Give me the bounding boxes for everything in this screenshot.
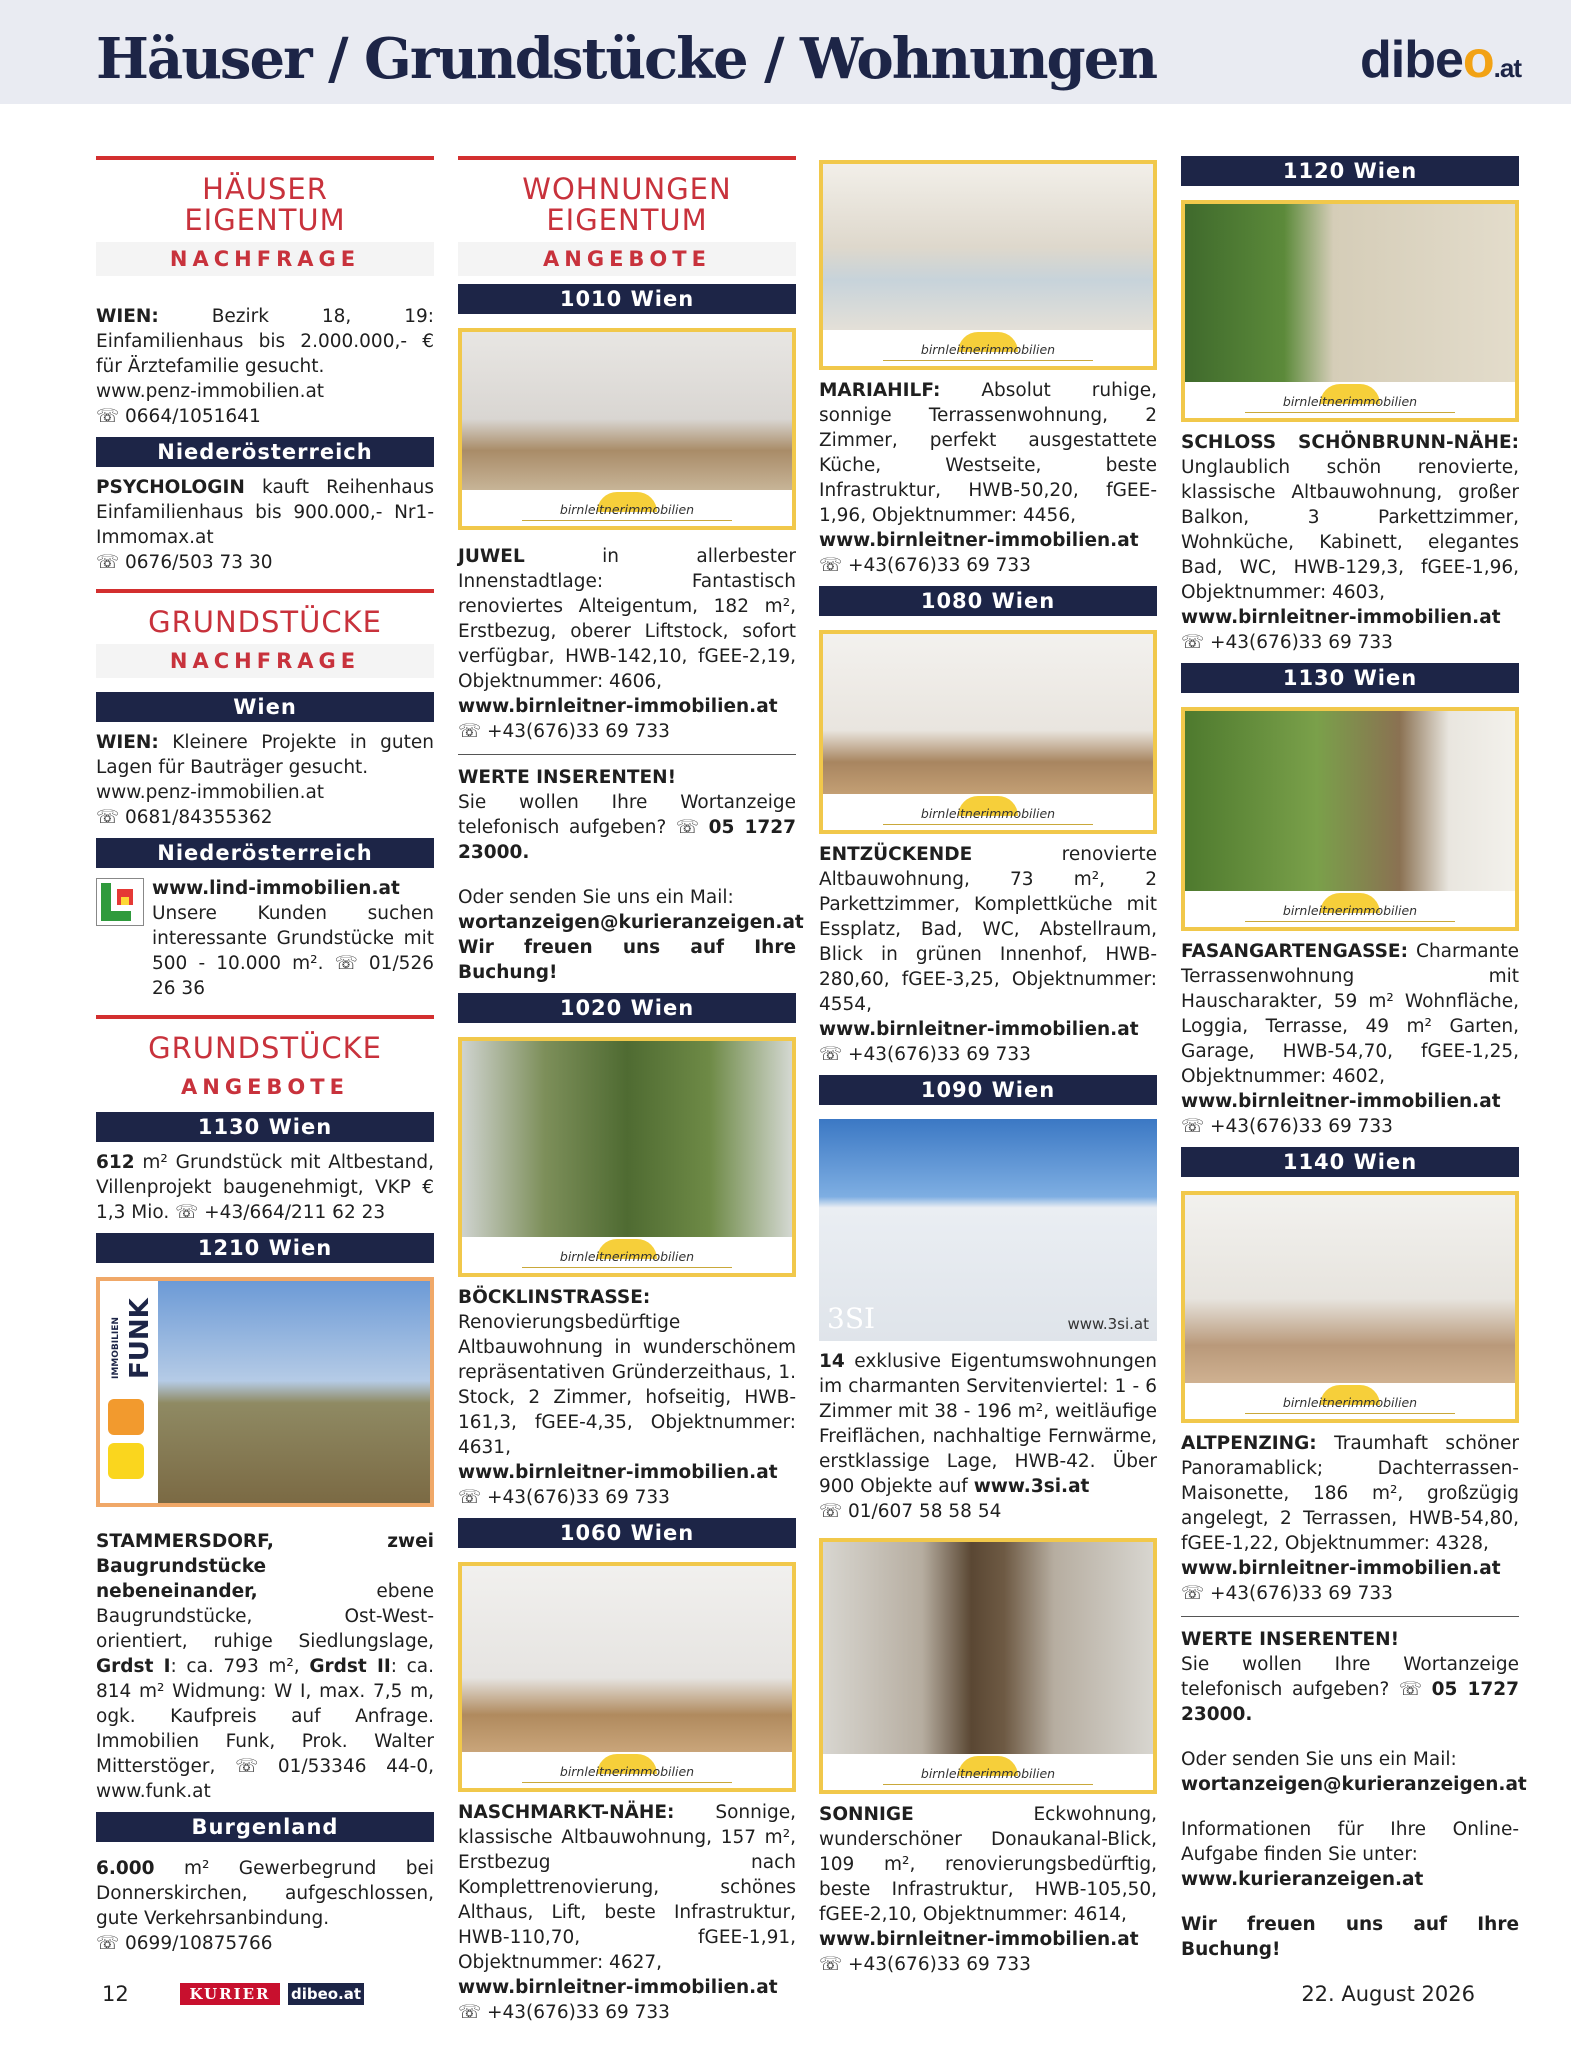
- section-subtitle: NACHFRAGE: [96, 242, 434, 276]
- listing-photo[interactable]: [1181, 1191, 1519, 1423]
- brand-logo: birnleitnerimmobilien: [462, 1752, 792, 1788]
- ad-link[interactable]: www.birnleitner-immobilien.at: [458, 1462, 778, 1483]
- region-bar: 1210 Wien: [96, 1233, 434, 1263]
- section-subtitle: NACHFRAGE: [96, 644, 434, 678]
- funk-ad-image: IMMOBILIEN FUNK: [96, 1277, 434, 1507]
- ad-link[interactable]: www.birnleitner-immobilien.at: [819, 1019, 1139, 1040]
- listing-photo[interactable]: [819, 160, 1157, 370]
- brand-logo: birnleitnerimmobilien: [1185, 1383, 1515, 1419]
- region-bar: 1130 Wien: [1181, 663, 1519, 693]
- ad-naschmarkt: NASCHMARKT-NÄHE: Sonnige, klassische Altbauwohnung, 157 m², Erstbezug nach Komplettrenovierung, schönes Althaus, Lift, beste Infrastruktur, HWB-110,70, fGEE-1,91, Objektnummer: 4627, www.birnleitner-immobilien.at ☏ +43(676)33 69 733: [458, 1802, 796, 2023]
- column-4: [1181, 156, 1527, 1962]
- mail-link[interactable]: wortanzeigen@kurieranzeigen.at: [1181, 1774, 1527, 1795]
- divider: [1181, 1616, 1519, 1617]
- page-number: 12: [102, 1982, 129, 2006]
- brand-logo: birnleitnerimmobilien: [823, 1754, 1153, 1790]
- ad-1130-grundstueck: 612 m² Grundstück mit Altbestand, Villenprojekt baugenehmigt, VKP € 1,3 Mio. ☏ +43/664/211 62 23: [96, 1152, 434, 1223]
- ad-link[interactable]: www.birnleitner-immobilien.at: [458, 696, 778, 717]
- dibeo-footer-logo: dibeo.at: [288, 1983, 364, 2005]
- 3si-ad-image[interactable]: 3SI www.3si.at: [819, 1119, 1157, 1341]
- 3si-logo: 3SI: [827, 1302, 876, 1335]
- page-header: [0, 0, 1571, 104]
- notice-werte-inserenten: WERTE INSERENTEN! Sie wollen Ihre Wortanzeige telefonisch aufgeben? ☏ 05 1727 23000. Oder senden Sie uns ein Mail: wortanzeigen@kurieranzeigen.at Wir freuen uns auf Ihre Buchung!: [458, 767, 804, 983]
- section-rule: [96, 589, 434, 593]
- lind-logo-icon: [96, 878, 144, 926]
- page-title: Häuser / Grundstücke / Wohnungen: [96, 26, 1157, 92]
- ad-entzueckende: ENTZÜCKENDE renovierte Altbauwohnung, 73 m², 2 Parkettzimmer, Komplettküche mit Essplatz, Bad, WC, Abstellraum, Blick in grünen Innenhof, HWB-280,60, fGEE-3,25, Objektnummer: 4554, www.birnleitner-immobilien.at ☏ +43(676)33 69 733: [819, 844, 1157, 1065]
- region-bar: 1020 Wien: [458, 993, 796, 1023]
- listing-photo[interactable]: [458, 1037, 796, 1277]
- brand-logo: birnleitnerimmobilien: [462, 490, 792, 526]
- funk-logo: FUNK: [125, 1298, 155, 1379]
- region-bar: Niederösterreich: [96, 838, 434, 868]
- section-title-wohnungen: WOHNUNGEN EIGENTUM: [522, 172, 732, 237]
- region-bar: 1140 Wien: [1181, 1147, 1519, 1177]
- region-bar: 1130 Wien: [96, 1112, 434, 1142]
- section-rule: [96, 1015, 434, 1019]
- region-bar: 1120 Wien: [1181, 156, 1519, 186]
- section-rule: [96, 156, 434, 160]
- ad-link[interactable]: www.3si.at: [973, 1476, 1090, 1497]
- section-rule: [458, 156, 796, 160]
- ad-fasangartengasse: FASANGARTENGASSE: Charmante Terrassenwohnung mit Hauscharakter, 59 m² Wohnfläche, Loggia, Terrasse, 49 m² Garten, Garage, HWB-54,70, fGEE-1,25, Objektnummer: 4602, www.birnleitner-immobilien.at ☏ +43(676)33 69 733: [1181, 941, 1519, 1137]
- ad-link[interactable]: www.birnleitner-immobilien.at: [458, 1977, 778, 1998]
- dibeo-logo[interactable]: dibeo.at: [1360, 31, 1522, 89]
- listing-photo[interactable]: [1181, 200, 1519, 422]
- section-subtitle: ANGEBOTE: [458, 242, 796, 276]
- ad-link[interactable]: www.birnleitner-immobilien.at: [1181, 607, 1501, 628]
- column-1: [96, 156, 434, 1956]
- listing-photo[interactable]: [1181, 707, 1519, 931]
- ad-altpenzing: ALTPENZING: Traumhaft schöner Panoramablick; Dachterrassen-Maisonette, 186 m², großzügig angelegt, 2 Terrassen, HWB-54,80, fGEE-1,22, Objektnummer: 4328, www.birnleitner-immobilien.at ☏ +43(676)33 69 733: [1181, 1433, 1519, 1604]
- online-link[interactable]: www.kurieranzeigen.at: [1181, 1869, 1424, 1890]
- ad-boecklinstrasse: BÖCKLINSTRASSE: Renovierungsbedürftige Altbauwohnung in wunderschönem repräsentativen Gründerzeithaus, 1. Stock, 2 Zimmer, hofseitig, HWB-161,3, fGEE-4,35, Objektnummer: 4631, www.birnleitner-immobilien.at ☏ +43(676)33 69 733: [458, 1287, 796, 1508]
- section-title-haeuser: HÄUSER EIGENTUM: [184, 172, 346, 237]
- listing-photo[interactable]: [819, 1538, 1157, 1794]
- ad-link[interactable]: www.penz-immobilien.at: [96, 381, 325, 402]
- notice-werte-inserenten: WERTE INSERENTEN! Sie wollen Ihre Wortanzeige telefonisch aufgeben? ☏ 05 1727 23000. Oder senden Sie uns ein Mail: wortanzeigen@kurieranzeigen.at Informationen für Ihre Online-Aufgabe finden Sie unter: www.kurieranzeigen.at Wir freuen uns auf Ihre Buchung!: [1181, 1629, 1527, 1960]
- ad-mariahilf: MARIAHILF: Absolut ruhige, sonnige Terrassenwohnung, 2 Zimmer, perfekt ausgestattete Küche, Westseite, beste Infrastruktur, HWB-50,20, fGEE-1,96, Objektnummer: 4456, www.birnleitner-immobilien.at ☏ +43(676)33 69 733: [819, 380, 1157, 576]
- region-bar: 1080 Wien: [819, 586, 1157, 616]
- ad-wien-bezirk: WIEN: Bezirk 18, 19: Einfamilienhaus bis 2.000.000,- € für Ärztefamilie gesucht. www.penz-immobilien.at ☏ 0664/1051641: [96, 306, 434, 427]
- brand-logo: birnleitnerimmobilien: [823, 794, 1153, 830]
- issue-date: 22. August 2026: [1301, 1982, 1475, 2006]
- ad-link[interactable]: www.birnleitner-immobilien.at: [819, 530, 1139, 551]
- listing-photo[interactable]: [458, 328, 796, 530]
- ad-juwel: JUWEL in allerbester Innenstadtlage: Fantastisch renoviertes Alteigentum, 182 m², Erstbezug, oberer Liftstock, sofort verfügbar, HWB-142,10, fGEE-2,19, Objektnummer: 4606, www.birnleitner-immobilien.at ☏ +43(676)33 69 733: [458, 546, 796, 742]
- brand-logo: birnleitnerimmobilien: [823, 330, 1153, 366]
- section-title-grundstuecke: GRUNDSTÜCKE: [148, 605, 382, 639]
- brand-logo: birnleitnerimmobilien: [1185, 382, 1515, 418]
- column-2: [458, 156, 804, 2025]
- ad-link[interactable]: www.birnleitner-immobilien.at: [819, 1929, 1139, 1950]
- region-bar: Wien: [96, 692, 434, 722]
- column-3: [819, 160, 1157, 1977]
- divider: [458, 754, 796, 755]
- listing-photo[interactable]: [819, 630, 1157, 834]
- section-title-grundstuecke-angebote: GRUNDSTÜCKE: [148, 1031, 382, 1065]
- brand-logo: birnleitnerimmobilien: [1185, 891, 1515, 927]
- section-subtitle: ANGEBOTE: [96, 1070, 434, 1104]
- ad-link[interactable]: www.lind-immobilien.at: [152, 878, 400, 899]
- ad-sonnige: SONNIGE Eckwohnung, wunderschöner Donaukanal-Blick, 109 m², renovierungsbedürftig, beste Infrastruktur, HWB-105,50, fGEE-2,10, Objektnummer: 4614, www.birnleitner-immobilien.at ☏ +43(676)33 69 733: [819, 1804, 1157, 1975]
- ad-stammersdorf: STAMMERSDORF, zwei Baugrundstücke nebeneinander, ebene Baugrundstücke, Ost-West-orientiert, ruhige Siedlungslage, Grdst I: ca. 793 m², Grdst II: ca. 814 m² Widmung: W I, max. 7,5 m, ogk. Kaufpreis auf Anfrage. Immobilien Funk, Prok. Walter Mitterstöger, ☏ 01/53346 44-0, www.funk.at: [96, 1531, 434, 1802]
- ad-link[interactable]: www.birnleitner-immobilien.at: [1181, 1558, 1501, 1579]
- ad-lind-immobilien: www.lind-immobilien.at Unsere Kunden suchen interessante Grundstücke mit 500 - 10.000 m². ☏ 01/526 26 36: [96, 876, 434, 1001]
- region-bar: Burgenland: [96, 1812, 434, 1842]
- ad-psychologin: PSYCHOLOGIN kauft Reihenhaus Einfamilienhaus bis 900.000,- Nr1-Immomax.at ☏ 0676/503 73 30: [96, 477, 434, 573]
- ad-link[interactable]: www.birnleitner-immobilien.at: [1181, 1091, 1501, 1112]
- ad-link[interactable]: www.penz-immobilien.at: [96, 782, 325, 803]
- ad-schloss-schoenbrunn: SCHLOSS SCHÖNBRUNN-NÄHE: Unglaublich schön renovierte, klassische Altbauwohnung, großer Balkon, 3 Parkettzimmer, Wohnküche, Kabinett, elegantes Bad, WC, HWB-129,3, fGEE-1,96, Objektnummer: 4603, www.birnleitner-immobilien.at ☏ +43(676)33 69 733: [1181, 432, 1519, 653]
- mail-link[interactable]: wortanzeigen@kurieranzeigen.at: [458, 912, 804, 933]
- ad-donnerskirchen: 6.000 m² Gewerbegrund bei Donnerskirchen, aufgeschlossen, gute Verkehrsanbindung. ☏ 0699/10875766: [96, 1858, 434, 1954]
- ad-3si-servitenviertel: 14 exklusive Eigentumswohnungen im charmanten Servitenviertel: 1 - 6 Zimmer mit 38 - 196 m², weitläufige Freiflächen, nachhaltige Fernwärme, erstklassige Lage, HWB-42. Über 900 Objekte auf www.3si.at ☏ 01/607 58 58 54: [819, 1351, 1157, 1522]
- kurier-logo: KURIER: [180, 1983, 280, 2005]
- region-bar: Niederösterreich: [96, 437, 434, 467]
- region-bar: 1060 Wien: [458, 1518, 796, 1548]
- brand-logo: birnleitnerimmobilien: [462, 1237, 792, 1273]
- listing-photo[interactable]: [458, 1562, 796, 1792]
- ad-wien-projekte: WIEN: Kleinere Projekte in guten Lagen für Bauträger gesucht. www.penz-immobilien.at ☏ 0681/84355362: [96, 732, 434, 828]
- region-bar: 1010 Wien: [458, 284, 796, 314]
- region-bar: 1090 Wien: [819, 1075, 1157, 1105]
- field-photo: [158, 1281, 430, 1503]
